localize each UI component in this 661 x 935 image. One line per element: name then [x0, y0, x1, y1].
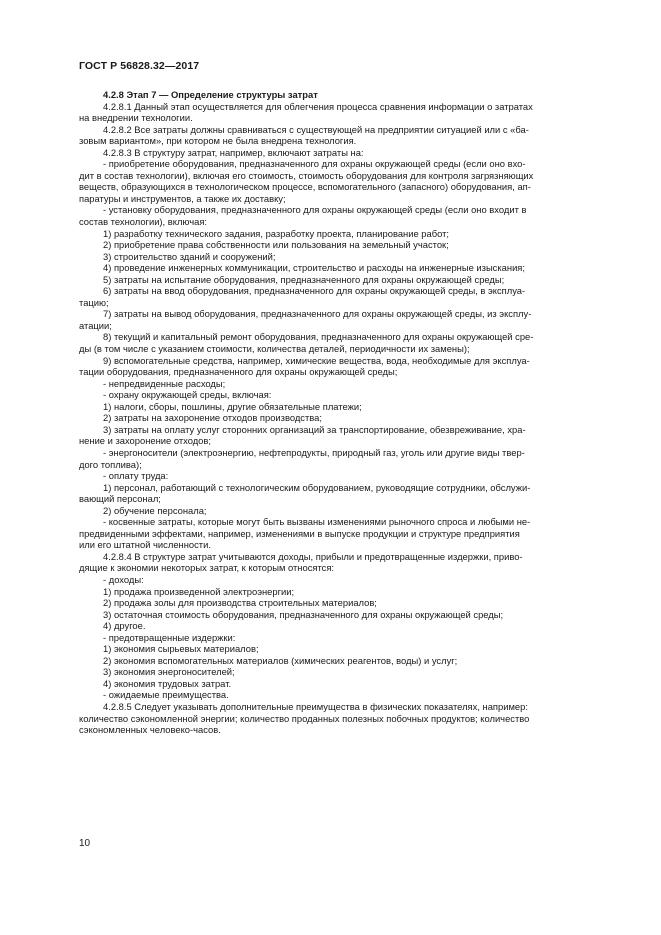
text-line: 8) текущий и капитальный ремонт оборудования, предназначенного для охраны окружающей сре-	[103, 331, 534, 343]
text-line: 2) обучение персонала;	[103, 504, 207, 516]
text-line: ды (в том числе с указанием стоимости, количества деталей, периодичности их замены);	[79, 343, 470, 355]
text-line: 4) проведение инженерных коммуникации, строительство и расходы на инженерные изыскания;	[103, 262, 525, 274]
text-line: или его штатной численности.	[79, 539, 211, 551]
text-line: 2) экономия вспомогательных материалов (химических реагентов, воды) и услуг;	[103, 654, 458, 666]
text-line: 4.2.8.2 Все затраты должны сравниваться с существующей на предприятии ситуацией или с «ба-	[103, 123, 529, 135]
text-line: 1) продажа произведенной электроэнергии;	[103, 585, 295, 597]
text-line: 4.2.8.4 В структуре затрат учитываются доходы, прибыли и предотвращенные издержки, приво-	[103, 550, 523, 562]
text-line: 3) строительство зданий и сооружений;	[103, 250, 276, 262]
text-line: 5) затраты на испытание оборудования, предназначенного для охраны окружающей среды;	[103, 273, 505, 285]
text-line: 3) остаточная стоимость оборудования, предназначенного для охраны окружающей среды;	[103, 608, 504, 620]
text-line: сэкономленных человеко-часов.	[79, 724, 221, 736]
section-heading: 4.2.8 Этап 7 — Определение структуры затрат	[103, 89, 318, 100]
text-line: - энергоносители (электроэнергию, нефтепродукты, природный газ, уголь или другие виды твер-	[103, 446, 525, 458]
text-line: состав технологии), включая:	[79, 216, 208, 228]
text-line: - непредвиденные расходы;	[103, 377, 226, 389]
text-line: 1) экономия сырьевых материалов;	[103, 643, 259, 655]
text-line: 4.2.8.1 Данный этап осуществляется для облегчения процесса сравнения информации о затратах	[103, 100, 533, 112]
text-line: 1) разработку технического задания, разработку проекта, планирование работ;	[103, 227, 449, 239]
text-line: предвиденными эффектами, например, изменениями в выпуске продукции и структуре предприятия	[79, 527, 520, 539]
text-line: зовым вариантом», при котором не была внедрена технология.	[79, 135, 357, 147]
text-line: 3) экономия энергоносителей;	[103, 666, 235, 678]
text-line: 1) налоги, сборы, пошлины, другие обязательные платежи;	[103, 400, 362, 412]
text-line: дит в состав технологии), включая его стоимость, стоимость оборудования для контроля загрязняющих	[79, 169, 534, 181]
text-line: веществ, образующихся в технологическом процессе, вспомогательного (запасного) оборудования, ап-	[79, 181, 531, 193]
text-line: 4.2.8.5 Следует указывать дополнительные преимущества в физических показателях, например:	[103, 700, 528, 712]
text-line: - оплату труда:	[103, 470, 169, 482]
text-line: 7) затраты на вывод оборудования, предназначенного для охраны окружающей среды, из эксплу-	[103, 308, 532, 320]
text-line: - установку оборудования, предназначенного для охраны окружающей среды (если оно входит в	[103, 204, 527, 216]
text-line: 2) продажа золы для производства строительных материалов;	[103, 597, 377, 609]
text-line: паратуры и инструментов, а также их доставку;	[79, 192, 286, 204]
text-line: 4.2.8.3 В структуру затрат, например, включают затраты на:	[103, 146, 364, 158]
text-line: - косвенные затраты, которые могут быть вызваны изменениями рыночного спроса и любыми не-	[103, 516, 531, 528]
text-line: 4) экономия трудовых затрат.	[103, 677, 232, 689]
text-line: количество сэкономленной энергии; количество проданных полезных побочных продуктов; количество	[79, 712, 530, 724]
text-line: атации;	[79, 319, 112, 331]
text-line: тацию;	[79, 296, 109, 308]
text-line: 9) вспомогательные средства, например, химические вещества, вода, необходимые для эксплуа-	[103, 354, 530, 366]
text-line: 2) приобретение права собственности или пользования на земельный участок;	[103, 239, 449, 251]
standard-designation: ГОСТ Р 56828.32—2017	[79, 60, 200, 72]
text-line: - охрану окружающей среды, включая:	[103, 389, 272, 401]
text-line: - предотвращенные издержки:	[103, 631, 236, 643]
text-line: 2) затраты на захоронение отходов производства;	[103, 412, 322, 424]
text-line: 4) другое.	[103, 620, 146, 632]
text-line: тации оборудования, предназначенного для охраны окружающей среды;	[79, 366, 398, 378]
text-line: вающий персонал;	[79, 493, 161, 505]
document-body	[79, 89, 611, 736]
text-line: дящие к экономии некоторых затрат, к которым относятся:	[79, 562, 335, 574]
text-line: нение и захоронение отходов;	[79, 435, 211, 447]
text-line: - приобретение оборудования, предназначенного для охраны окружающей среды (если оно вхо-	[103, 158, 526, 170]
text-line: 6) затраты на ввод оборудования, предназначенного для охраны окружающей среды, в эксплуа-	[103, 285, 526, 297]
text-line: - доходы:	[103, 573, 144, 585]
text-line: дого топлива);	[79, 458, 142, 470]
text-line: - ожидаемые преимущества.	[103, 689, 229, 701]
page-number: 10	[79, 838, 91, 849]
text-line: 3) затраты на оплату услуг сторонних организаций за транспортирование, обезвреживание, хра-	[103, 423, 526, 435]
text-line: 1) персонал, работающий с технологическим оборудованием, руководящие сотрудники, обслужи-	[103, 481, 531, 493]
text-line: на внедрении технологии.	[79, 112, 193, 124]
